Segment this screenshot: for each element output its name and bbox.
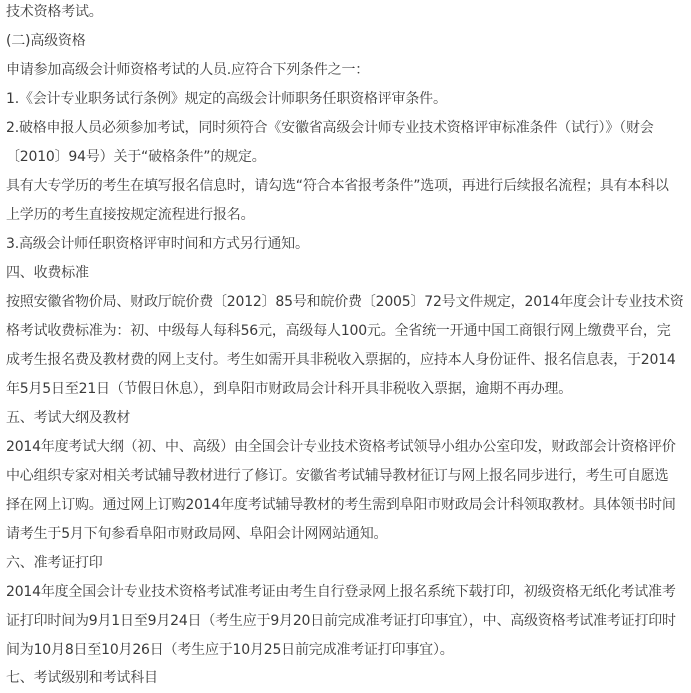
text-line: 〔2010〕94号）关于“破格条件”的规定。 — [6, 149, 266, 165]
text-line: 上学历的考生直接按规定流程进行报名。 — [6, 207, 255, 223]
section-heading: 六、准考证打印 — [6, 555, 103, 571]
text-line: 成考生报名费及教材费的网上支付。考生如需开具非税收入票据的，应持本人身份证件、报名信息表，于2014 — [6, 352, 676, 368]
text-line: 择在网上订购。通过网上订购2014年度考试辅导教材的考生需到阜阳市财政局会计科领取教材。具体领书时间 — [6, 497, 676, 513]
text-line: 请考生于5月下旬参看阜阳市财政局网、阜阳会计网网站通知。 — [6, 526, 388, 542]
text-line: 2.破格申报人员必须参加考试，同时须符合《安徽省高级会计师专业技术资格评审标准条件（试行）》（财会 — [6, 120, 654, 136]
section-heading: 七、考试级别和考试科目 — [6, 670, 158, 686]
text-line: 按照安徽省物价局、财政厅皖价费〔2012〕85号和皖价费〔2005〕72号文件规定，2014年度会计专业技术资 — [6, 294, 684, 310]
text-line: 3.高级会计师任职资格评审时间和方式另行通知。 — [6, 236, 309, 252]
text-line: 2014年度全国会计专业技术资格考试准考证由考生自行登录网上报名系统下载打印，初级资格无纸化考试准考 — [6, 584, 676, 600]
text-line: 证打印时间为9月1日至9月24日（考生应于9月20日前完成准考证打印事宜），中、高级资格考试准考证打印时 — [6, 613, 676, 629]
text-line: 技术资格考试。 — [6, 4, 103, 20]
section-heading: 五、考试大纲及教材 — [6, 410, 131, 426]
text-line: 具有大专学历的考生在填写报名信息时，请勾选“符合本省报考条件”选项，再进行后续报名流程；具有本科以 — [6, 178, 669, 194]
text-line: 中心组织专家对相关考试辅导教材进行了修订。安徽省考试辅导教材征订与网上报名同步进行，考生可自愿选 — [6, 468, 669, 484]
text-line: 年5月5日至21日（节假日休息），到阜阳市财政局会计科开具非税收入票据，逾期不再办理。 — [6, 381, 573, 397]
section-heading: 四、收费标准 — [6, 265, 89, 281]
text-line: 间为10月8日至10月26日（考生应于10月25日前完成准考证打印事宜）。 — [6, 642, 454, 658]
text-line: 2014年度考试大纲（初、中、高级）由全国会计专业技术资格考试领导小组办公室印发，财政部会计资格评价 — [6, 439, 676, 455]
text-line: 1.《会计专业职务试行条例》规定的高级会计师职务任职资格评审条件。 — [6, 91, 447, 107]
section-heading: (二)高级资格 — [6, 33, 86, 49]
text-line: 申请参加高级会计师资格考试的人员.应符合下列条件之一： — [6, 62, 370, 78]
text-line: 格考试收费标准为：初、中级每人每科56元，高级每人100元。全省统一开通中国工商银行网上缴费平台，完 — [6, 323, 671, 339]
